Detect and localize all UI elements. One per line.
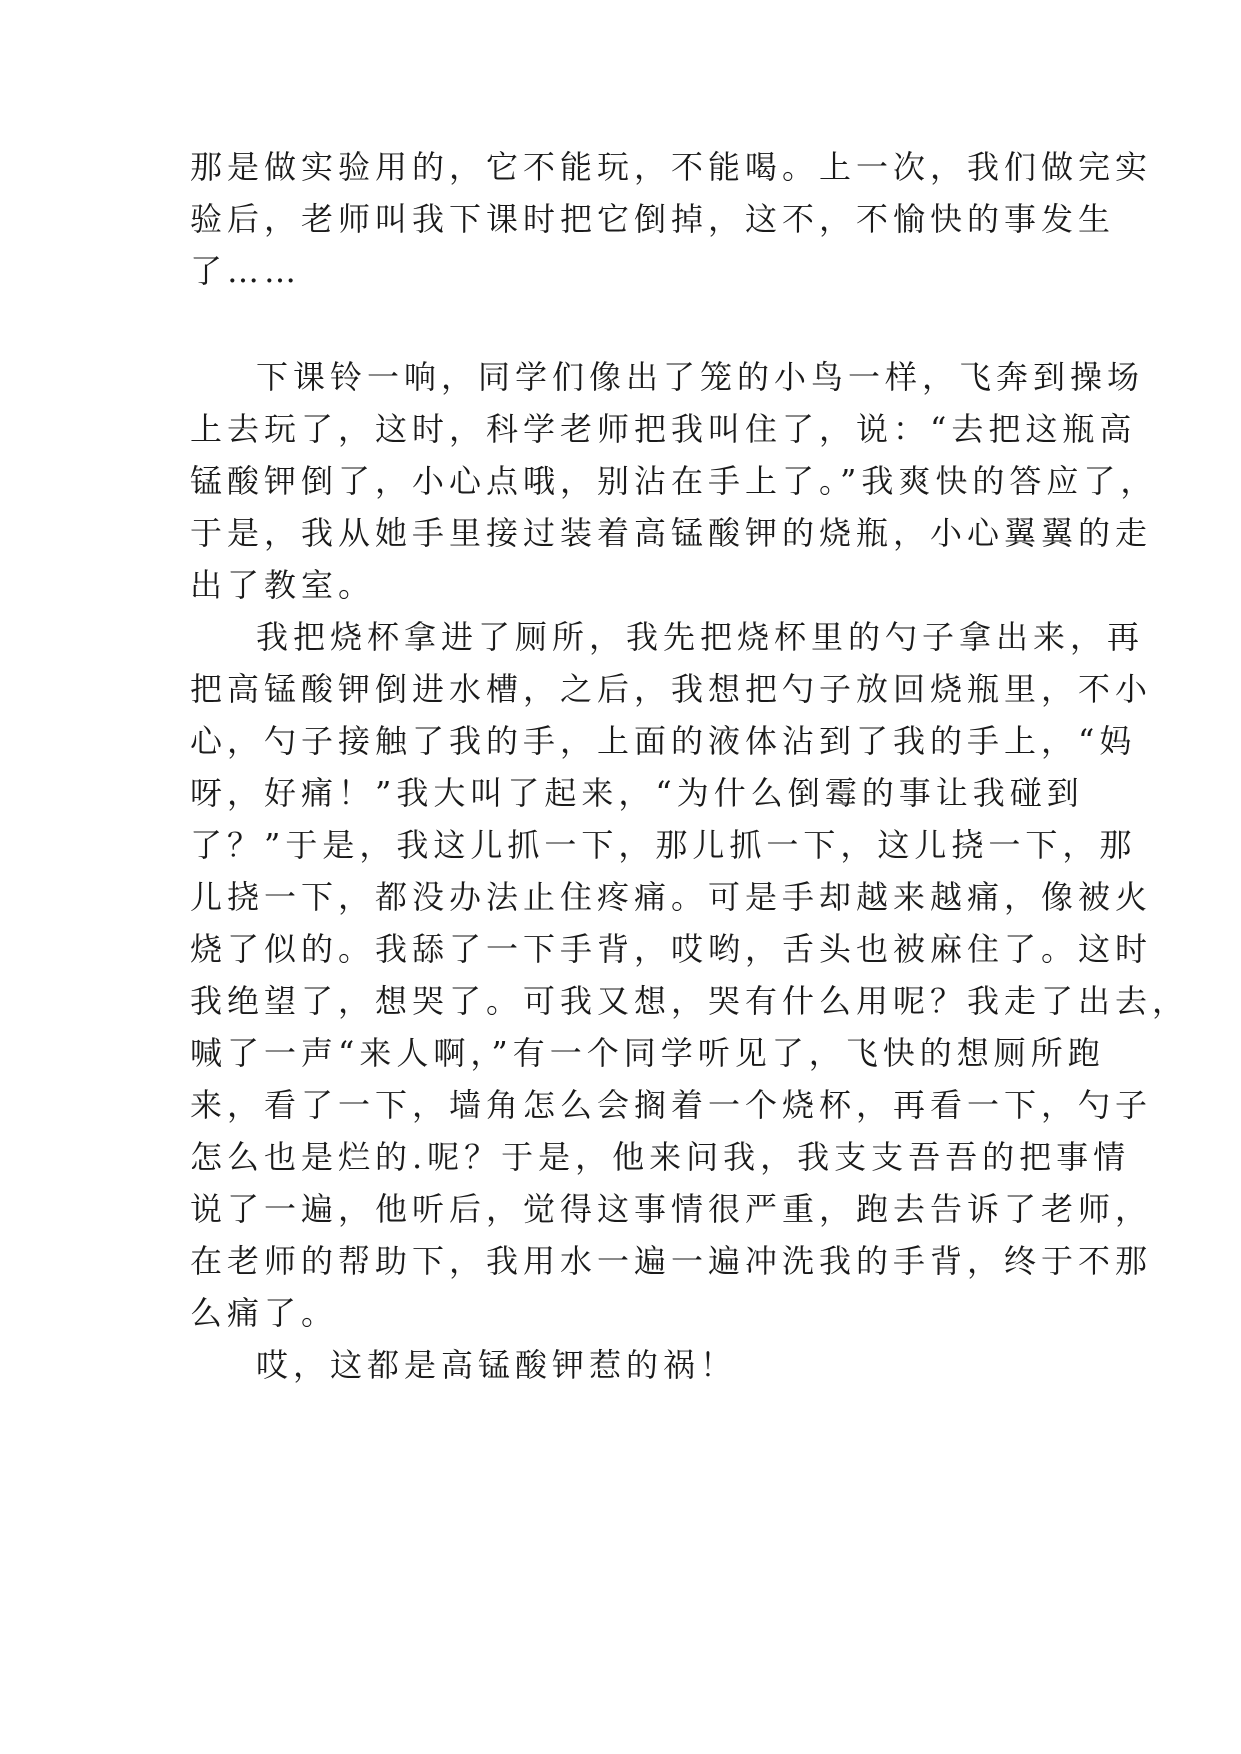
paragraph-3-line: 喊了一声“来人啊，”有一个同学听见了，飞快的想厕所跑 <box>190 1034 1105 1072</box>
paragraph-3-line: 了？”于是，我这儿抓一下，那儿抓一下，这儿挠一下，那 <box>190 826 1137 864</box>
paragraph-2-line: 上去玩了，这时，科学老师把我叫住了，说：“去把这瓶高 <box>190 410 1137 448</box>
paragraph-1-line: 那是做实验用的，它不能玩，不能喝。上一次，我们做完实 <box>190 148 1153 186</box>
paragraph-4-line: 哎，这都是高锰酸钾惹的祸！ <box>256 1346 738 1384</box>
paragraph-3-line: 么痛了。 <box>190 1294 339 1332</box>
paragraph-3-line: 把高锰酸钾倒进水槽，之后，我想把勺子放回烧瓶里，不小 <box>190 670 1153 708</box>
paragraph-3-line: 怎么也是烂的.呢？于是，他来问我，我支支吾吾的把事情 <box>190 1138 1131 1176</box>
paragraph-2-line: 出了教室。 <box>190 566 376 604</box>
paragraph-3-line: 说了一遍，他听后，觉得这事情很严重，跑去告诉了老师， <box>190 1190 1153 1228</box>
paragraph-2-line: 于是，我从她手里接过装着高锰酸钾的烧瓶，小心翼翼的走 <box>190 514 1153 552</box>
paragraph-3-line: 儿挠一下，都没办法止住疼痛。可是手却越来越痛，像被火 <box>190 878 1153 916</box>
paragraph-3-line: 我绝望了，想哭了。可我又想，哭有什么用呢？我走了出去， <box>190 982 1190 1020</box>
paragraph-3-line: 烧了似的。我舔了一下手背，哎哟，舌头也被麻住了。这时 <box>190 930 1153 968</box>
paragraph-3-line: 呀，好痛！”我大叫了起来，“为什么倒霉的事让我碰到 <box>190 774 1084 812</box>
paragraph-2-line: 下课铃一响，同学们像出了笼的小鸟一样，飞奔到操场 <box>256 358 1145 396</box>
paragraph-2-line: 锰酸钾倒了，小心点哦，别沾在手上了。”我爽快的答应了， <box>190 462 1158 500</box>
paragraph-1-line: 了…… <box>190 252 302 290</box>
paragraph-3-line: 我把烧杯拿进了厕所，我先把烧杯里的勺子拿出来，再 <box>256 618 1145 656</box>
paragraph-3-line: 心，勺子接触了我的手，上面的液体沾到了我的手上，“妈 <box>190 722 1137 760</box>
paragraph-3-line: 在老师的帮助下，我用水一遍一遍冲洗我的手背，终于不那 <box>190 1242 1153 1280</box>
paragraph-1-line: 验后，老师叫我下课时把它倒掉，这不，不愉快的事发生 <box>190 200 1116 238</box>
paragraph-3-line: 来，看了一下，墙角怎么会搁着一个烧杯，再看一下，勺子 <box>190 1086 1153 1124</box>
